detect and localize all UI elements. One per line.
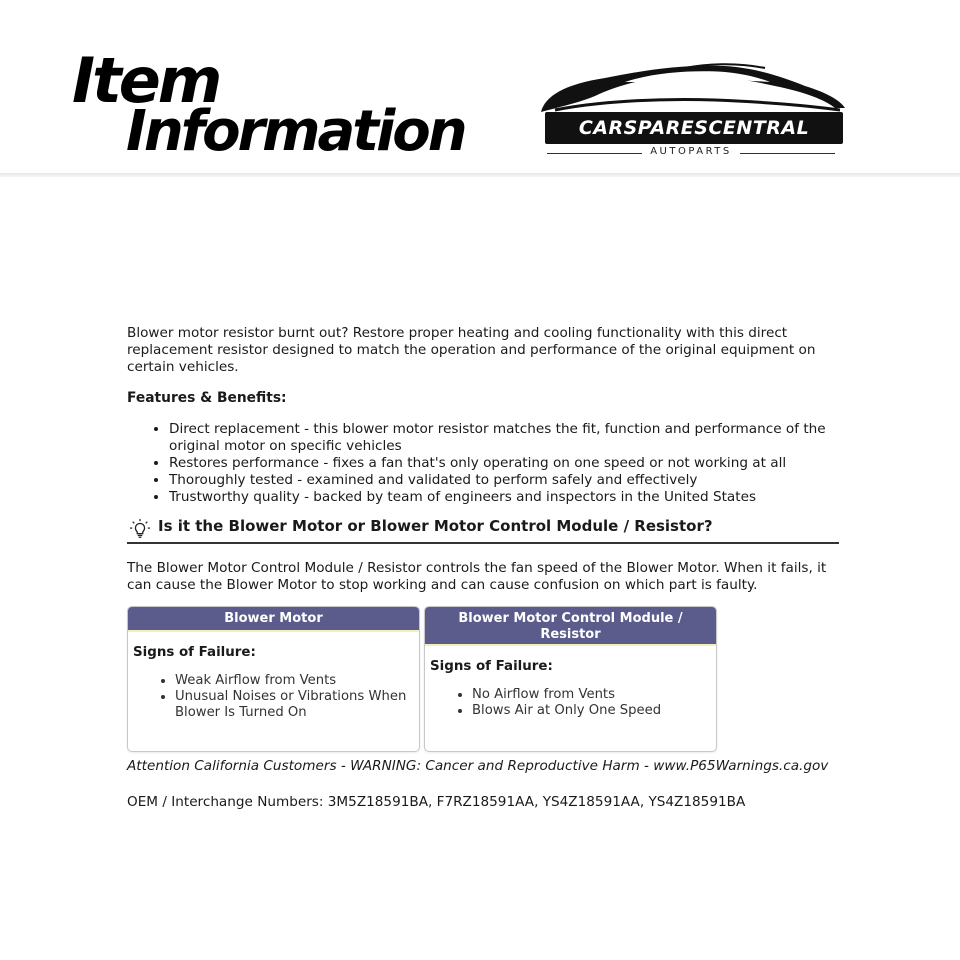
carsparescentral-logo	[535, 60, 847, 164]
section-heading-text: Is it the Blower Motor or Blower Motor Control Module / Resistor?	[158, 517, 713, 535]
feature-item: • Trustworthy quality - backed by team of engineers and inspectors in the United States	[169, 489, 839, 506]
section-heading	[127, 516, 839, 544]
prop65-warning: Attention California Customers - WARNING: Cancer and Reproductive Harm - www.P65Warnings.ca.gov	[127, 758, 829, 774]
features-list	[127, 421, 839, 506]
item-description	[127, 325, 839, 811]
intro-paragraph: Blower motor resistor burnt out? Restore proper heating and cooling functionality with this direct replacement resistor designed to match the operation and performance of the original equipment on certain vehicles.	[127, 325, 816, 375]
feature-item: • Thoroughly tested - examined and validated to perform safely and effectively	[169, 472, 839, 489]
title-line-2: Information	[126, 99, 465, 164]
signs-of-failure-label: Signs of Failure:	[430, 659, 553, 674]
card-title: Blower Motor Control Module / Resistor	[425, 607, 716, 646]
failure-sign: • Blows Air at Only One Speed	[472, 703, 716, 719]
section-paragraph: The Blower Motor Control Module / Resistor controls the fan speed of the Blower Motor. When it fails, it can cause the Blower Motor to stop working and can cause confusion on which part is faulty.	[127, 560, 827, 593]
title-line-1: Item	[72, 44, 220, 117]
failure-signs-list	[425, 687, 716, 719]
logo-name: CARSPARESCENTRAL	[578, 117, 810, 139]
lightbulb-icon	[129, 518, 151, 540]
card-control-module	[424, 606, 717, 752]
failure-signs-list	[128, 673, 419, 721]
car-silhouette-icon	[535, 60, 847, 120]
signs-of-failure-label: Signs of Failure:	[133, 645, 256, 660]
failure-sign: • Unusual Noises or Vibrations When Blower Is Turned On	[175, 689, 419, 721]
logo-subtitle: AUTOPARTS	[650, 146, 732, 157]
feature-item: • Direct replacement - this blower motor resistor matches the fit, function and performance of the original motor on specific vehicles	[169, 421, 839, 455]
failure-sign: • Weak Airflow from Vents	[175, 673, 419, 689]
card-blower-motor	[127, 606, 420, 752]
feature-item: • Restores performance - fixes a fan that's only operating on one speed or not working at all	[169, 455, 839, 472]
page-header	[0, 0, 960, 176]
failure-sign: • No Airflow from Vents	[472, 687, 716, 703]
comparison-cards	[127, 606, 839, 754]
oem-numbers: OEM / Interchange Numbers: 3M5Z18591BA, F7RZ18591AA, YS4Z18591AA, YS4Z18591BA	[127, 794, 746, 810]
features-heading: Features & Benefits:	[127, 390, 287, 406]
header-divider	[0, 173, 960, 177]
card-title: Blower Motor	[128, 607, 419, 632]
